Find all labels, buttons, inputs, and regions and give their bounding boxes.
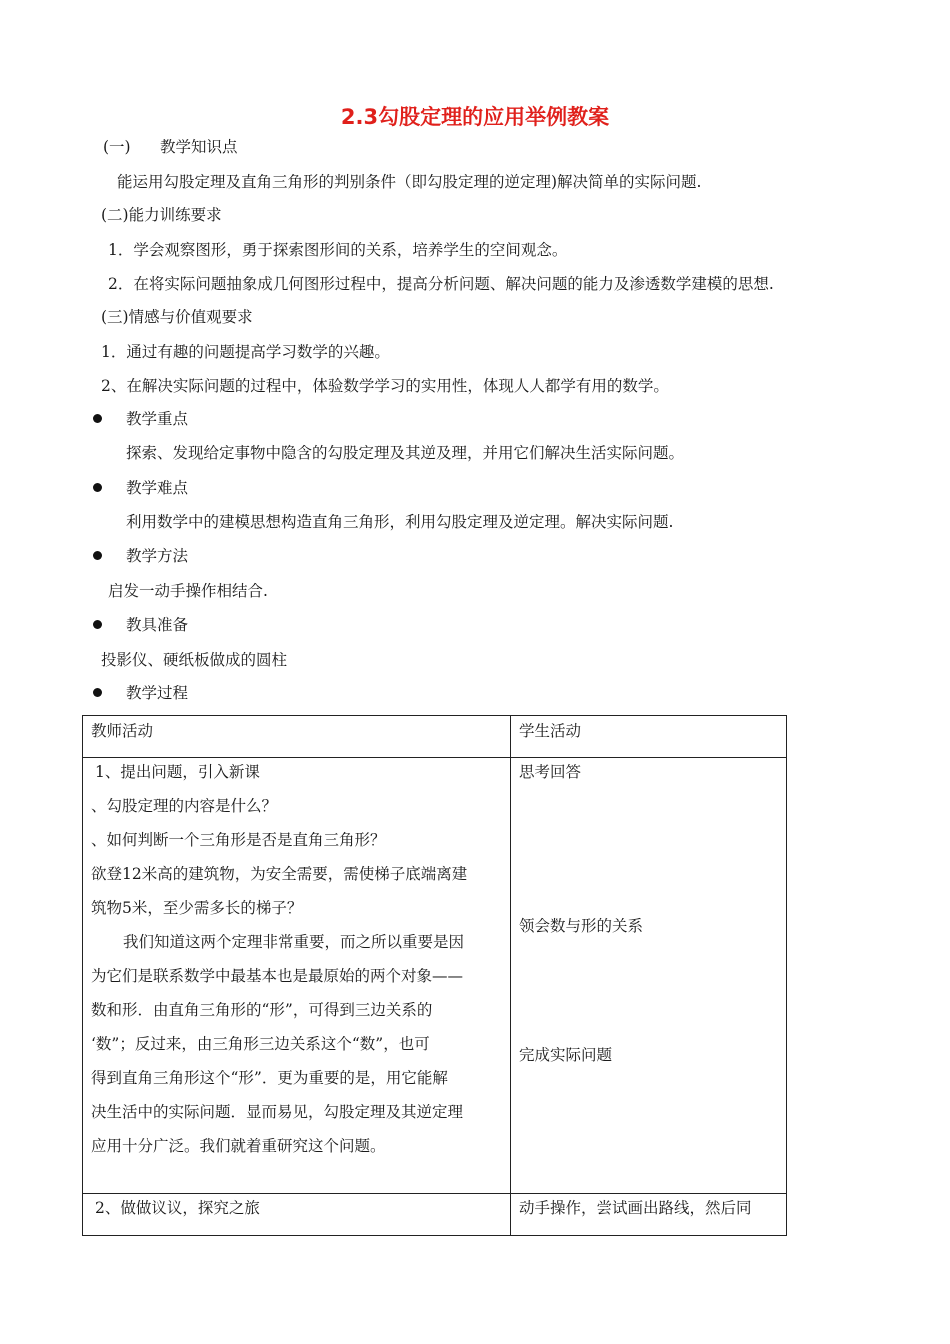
table-row [83, 1194, 787, 1236]
section1-number: (一) [103, 138, 131, 156]
row1-teacher-line: ‘数”；反过来，由三角形三边关系这个“数”，也可 [91, 1035, 430, 1053]
row1-teacher-line: 应用十分广泛。我们就着重研究这个问题。 [91, 1137, 386, 1155]
section2-item2: 2．在将实际问题抽象成几何图形过程中，提高分析问题、解决问题的能力及渗透数学建模的思想. [108, 275, 774, 293]
row1-teacher-line: 、勾股定理的内容是什么？ [91, 797, 278, 815]
method-text: 启发一动手操作相结合. [108, 582, 268, 600]
row1-student-answer: 思考回答 [519, 763, 582, 781]
col-student-header [511, 716, 787, 758]
row1-teacher-line: 、如何判断一个三角形是否是直角三角形？ [91, 831, 386, 849]
row2-student-line: 动手操作，尝试画出路线，然后同 [519, 1199, 752, 1217]
row1-teacher-line: 欲登12米高的建筑物，为安全需要，需使梯子底端离建 [91, 865, 468, 883]
row1-teacher-cell [83, 758, 511, 1194]
method-heading: 教学方法 [126, 547, 189, 565]
row1-teacher-line: 决生活中的实际问题．显而易见，勾股定理及其逆定理 [91, 1103, 464, 1121]
section3-item2: 2、在解决实际问题的过程中，体验数学学习的实用性，体现人人都学有用的数学。 [101, 377, 669, 395]
bullet-icon [93, 551, 102, 560]
section1-heading: 教学知识点 [160, 138, 238, 156]
row1-teacher-line: 筑物5米，至少需多长的梯子？ [91, 899, 303, 917]
row1-teacher-line: 1、提出问题，引入新课 [95, 763, 260, 781]
row1-teacher-line: 得到直角三角形这个“形”．更为重要的是，用它能解 [91, 1069, 448, 1087]
row2-teacher-cell [83, 1194, 511, 1236]
key-points-heading: 教学重点 [126, 410, 189, 428]
row1-student-relation: 领会数与形的关系 [519, 917, 644, 935]
row2-teacher-line: 2、做做议议，探究之旅 [95, 1199, 260, 1217]
bullet-icon [93, 414, 102, 423]
row1-teacher-line: 我们知道这两个定理非常重要，而之所以重要是因 [123, 933, 465, 951]
process-heading: 教学过程 [126, 684, 189, 702]
bullet-icon [93, 483, 102, 492]
row1-student-problem: 完成实际问题 [519, 1046, 613, 1064]
section3-heading: (三)情感与价值观要求 [101, 308, 253, 326]
difficulties-heading: 教学难点 [126, 479, 189, 497]
tools-heading: 教具准备 [126, 616, 189, 634]
bullet-icon [93, 688, 102, 697]
row2-student-cell [511, 1194, 787, 1236]
col-student-label: 学生活动 [519, 722, 582, 740]
key-points-text: 探索、发现给定事物中隐含的勾股定理及其逆及理，并用它们解决生活实际问题。 [126, 444, 685, 462]
tools-text: 投影仪、硬纸板做成的圆柱 [101, 651, 288, 669]
row1-teacher-line: 数和形．由直角三角形的“形”，可得到三边关系的 [91, 1001, 433, 1019]
section3-item1: 1．通过有趣的问题提高学习数学的兴趣。 [101, 343, 390, 361]
row1-student-cell [511, 758, 787, 1194]
section2-heading: (二)能力训练要求 [101, 206, 222, 224]
table-row [83, 758, 787, 1194]
document-title: 2.3勾股定理的应用举例教案 [340, 105, 610, 129]
col-teacher-label: 教师活动 [91, 722, 154, 740]
difficulties-text: 利用数学中的建模思想构造直角三角形，利用勾股定理及逆定理。解决实际问题. [126, 513, 674, 531]
row1-teacher-line: 为它们是联系数学中最基本也是最原始的两个对象—— [91, 967, 464, 985]
table-header-row [83, 716, 787, 758]
section1-text: 能运用勾股定理及直角三角形的判别条件（即勾股定理的逆定理)解决简单的实际问题. [117, 173, 702, 191]
bullet-icon [93, 620, 102, 629]
section2-item1: 1．学会观察图形，勇于探索图形间的关系，培养学生的空间观念。 [108, 241, 568, 259]
col-teacher-header [83, 716, 511, 758]
teaching-process-table [82, 715, 787, 1236]
